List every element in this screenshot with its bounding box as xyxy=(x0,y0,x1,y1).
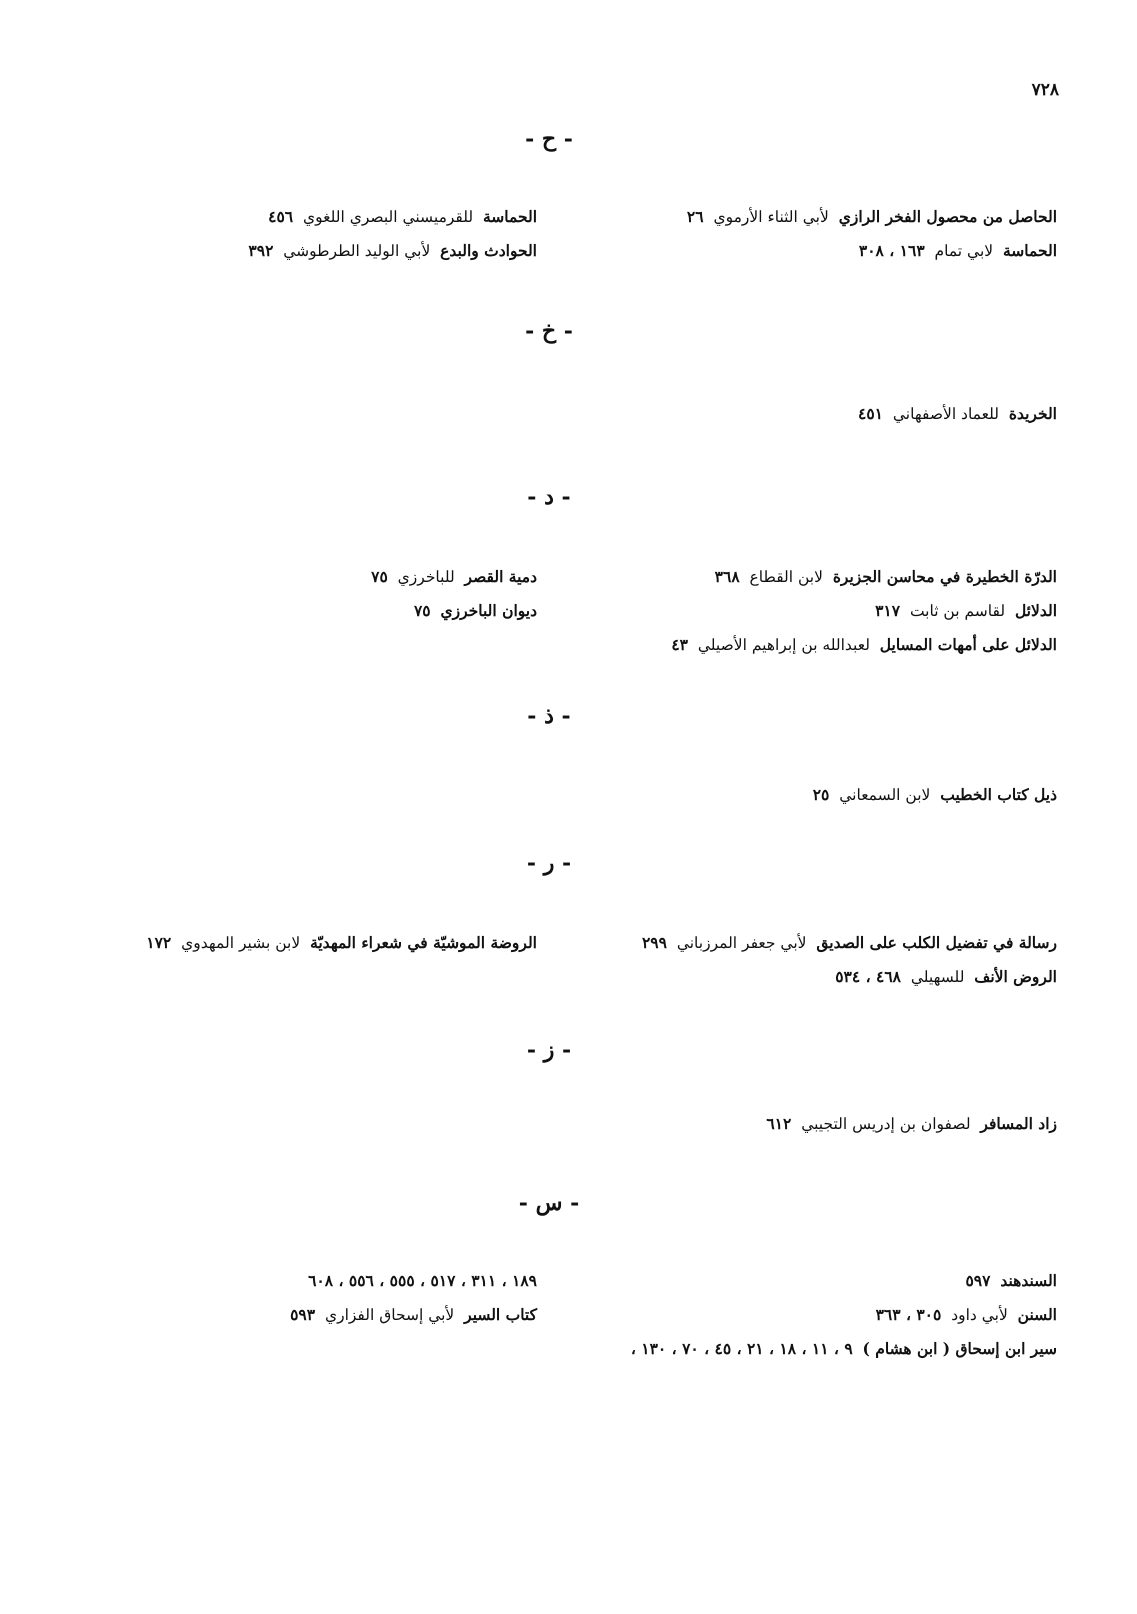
index-column-right xyxy=(557,926,1057,994)
index-column-left xyxy=(117,200,537,268)
index-column-left xyxy=(117,926,537,960)
index-entry: دمية القصر للباخرزي ٧٥ xyxy=(371,567,537,586)
letter-heading-dhal: - ذ - xyxy=(527,703,571,729)
index-entry: سير ابن إسحاق ( ابن هشام ) ٩ ، ١١ ، ١٨ ، ٢١ ، ٤٥ ، ٧٠ ، ١٣٠ ، xyxy=(630,1339,1057,1358)
index-entry: الروض الأنف للسهيلي ٤٦٨ ، ٥٣٤ xyxy=(835,967,1057,986)
index-entry: الحوادث والبدع لأبي الوليد الطرطوشي ٣٩٢ xyxy=(248,241,537,260)
index-entry: الحماسة للقرميسني البصري اللغوي ٤٥٦ xyxy=(268,207,537,226)
index-column-right xyxy=(557,397,1057,431)
index-entry: ذيل كتاب الخطيب لابن السمعاني ٢٥ xyxy=(812,785,1057,804)
page-number: ٧٢٨ xyxy=(1031,80,1059,100)
page-list-continuation: ١٨٩ ، ٣١١ ، ٥١٧ ، ٥٥٥ ، ٥٥٦ ، ٦٠٨ xyxy=(308,1271,537,1290)
letter-heading-sin: - س - xyxy=(518,1190,580,1216)
letter-heading-ha: - ح - xyxy=(525,126,573,152)
letter-heading-kha: - خ - xyxy=(525,318,573,344)
index-entry: كتاب السير لأبي إسحاق الفزاري ٥٩٣ xyxy=(290,1305,537,1324)
letter-heading-ra: - ر - xyxy=(526,850,572,876)
index-entry: الروضة الموشيّة في شعراء المهديّة لابن بشير المهدوي ١٧٢ xyxy=(146,933,537,952)
index-column-right xyxy=(557,778,1057,812)
index-column-left xyxy=(117,560,537,628)
index-entry: السنن لأبي داود ٣٠٥ ، ٣٦٣ xyxy=(875,1305,1057,1324)
index-entry: الخريدة للعماد الأصفهاني ٤٥١ xyxy=(858,404,1057,423)
index-column-left xyxy=(117,1264,537,1332)
letter-heading-dal: - د - xyxy=(527,484,571,510)
index-entry: ديوان الباخرزي ٧٥ xyxy=(413,601,537,620)
index-entry: زاد المسافر لصفوان بن إدريس التجيبي ٦١٢ xyxy=(766,1114,1057,1133)
letter-heading-zay: - ز - xyxy=(526,1037,572,1063)
index-column-right xyxy=(557,200,1057,268)
index-column-right xyxy=(557,560,1057,662)
index-entry: رسالة في تفضيل الكلب على الصديق لأبي جعفر المرزباني ٢٩٩ xyxy=(641,933,1057,952)
index-entry: الدلائل لقاسم بن ثابت ٣١٧ xyxy=(875,601,1057,620)
index-entry: الحاصل من محصول الفخر الرازي لأبي الثناء الأرموي ٢٦ xyxy=(686,207,1057,226)
index-entry: الحماسة لابي تمام ١٦٣ ، ٣٠٨ xyxy=(858,241,1057,260)
index-entry: السندهند ٥٩٧ xyxy=(965,1271,1057,1290)
index-column-right xyxy=(557,1264,1057,1366)
index-column-right xyxy=(557,1107,1057,1141)
index-entry: الدلائل على أمهات المسايل لعبدالله بن إبراهيم الأصيلي ٤٣ xyxy=(671,635,1057,654)
index-entry: الدرّة الخطيرة في محاسن الجزيرة لابن القطاع ٣٦٨ xyxy=(714,567,1057,586)
